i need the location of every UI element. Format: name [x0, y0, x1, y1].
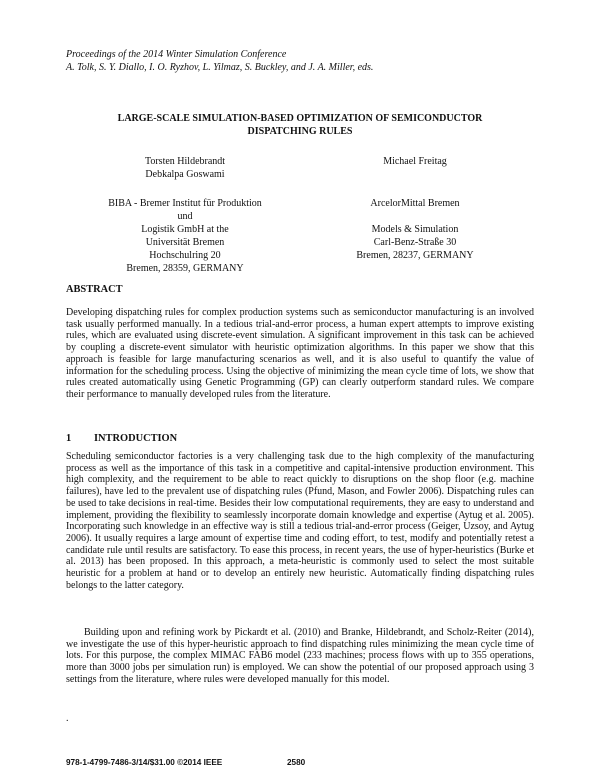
affiliation-line: Models & Simulation: [371, 224, 459, 235]
affiliation-line: Bremen, 28359, GERMANY: [126, 263, 244, 274]
abstract-heading: ABSTRACT: [66, 284, 123, 295]
affiliation-line: Logistik GmbH at the: [141, 224, 229, 235]
proceedings-header: [66, 49, 373, 74]
right-organization: [330, 197, 500, 210]
introduction-paragraph-2: Building upon and refining work by Pickardt et al. (2010) and Branke, Hildebrandt, and Scholz-Reiter (2014), we investigate the use of this hyper-heuristic approach to find dispatching rules minimizing the mean cycle time of lots. For this purpose, the complex MIMAC FAB6 model (233 machines; process flows with up to 355 operations, more than 3000 jobs per simulation run) is employed. We can show the potential of our proposed approach using 3 settings from the literature, where rules were developed manually for this model.: [66, 627, 534, 685]
editors-line: A. Tolk, S. Y. Diallo, I. O. Ryzhov, L. Yilmaz, S. Buckley, and J. A. Miller, eds.: [66, 61, 374, 73]
organization-line: ArcelorMittal Bremen: [370, 198, 460, 209]
left-affiliation: [100, 197, 270, 275]
right-author-names: [330, 155, 500, 168]
left-author-names: [100, 155, 270, 181]
affiliation-line: Bremen, 28237, GERMANY: [356, 250, 474, 261]
introduction-heading: [66, 433, 177, 444]
introduction-paragraph-1: Scheduling semiconductor factories is a very challenging task due to the high complexity of the manufacturing process as well as the importance of this task in a competitive and capital-intensive production environment. This high complexity, and the requirement to be able to react quickly to disruptions on the shop floor (e.g. machine failures), have led to the prevalent use of dispatching rules (Pfund, Mason, and Fowler 2006). Dispatching rules can be used to take decisions in real-time. Besides their low computational requirements, they are easy to understand and implement, providing the flexibility to seamlessly incorporate domain knowledge and expertise (Aytug et al. 2005). Incorporating such knowledge in an effective way is still a tedious trial-and-error process (Geiger, Uzsoy, and Aytug 2006). It usually requires a large amount of expertise time and coding effort, to test, modify and potentially retest a candidate rule until results are satisfactory. To ease this process, in recent years, the use of hyper-heuristics (Burke et al. 2013) has been proposed. In this approach, a meta-heuristic is commonly used to select the most suitable heuristic for a problem at hand or to develop an entirely new heuristic. Automatically finding dispatching rules belongs to the latter category.: [66, 451, 534, 591]
author-name: Michael Freitag: [383, 156, 447, 167]
section-number: 1: [66, 433, 72, 444]
section-title: INTRODUCTION: [94, 433, 178, 444]
abstract-text: Developing dispatching rules for complex production systems such as semiconductor manufacturing is an involved task usually performed manually. In a tedious trial-and-error process, a human expert attempts to improve existing rules, which are evaluated using discrete-event simulation. A significant improvement in this task can be achieved by coupling a discrete-event simulator with heuristic optimization algorithms. In this paper we show that this approach is feasible for large manufacturing scenarios as well, and it is also useful to quantify the value of information for the scheduling process. Using the objective of minimizing the mean cycle time of lots, we show that rules created automatically using Genetic Programming (GP) can clearly outperform standard rules. We compare their performance to manually developed rules from the literature.: [66, 307, 534, 400]
affiliation-line: Universität Bremen: [145, 237, 225, 248]
right-affiliation: [330, 223, 500, 262]
proceedings-title: Proceedings of the 2014 Winter Simulation Conference: [66, 49, 287, 60]
author-name: Torsten Hildebrandt: [144, 156, 226, 167]
stray-mark: .: [66, 713, 69, 724]
footer-page-number: 2580: [287, 758, 306, 767]
affiliation-line: Hochschulring 20: [149, 250, 221, 261]
affiliation-line: BIBA - Bremer Institut für Produktion und: [108, 198, 262, 222]
paper-title: [66, 112, 534, 138]
affiliation-line: Carl-Benz-Straße 30: [373, 237, 457, 248]
footer-isbn: 978-1-4799-7486-3/14/$31.00 ©2014 IEEE: [66, 758, 223, 767]
title-line-1: LARGE-SCALE SIMULATION-BASED OPTIMIZATION OF SEMICONDUCTOR: [117, 113, 483, 124]
title-line-2: DISPATCHING RULES: [247, 126, 353, 137]
author-name: Debkalpa Goswami: [145, 169, 225, 180]
